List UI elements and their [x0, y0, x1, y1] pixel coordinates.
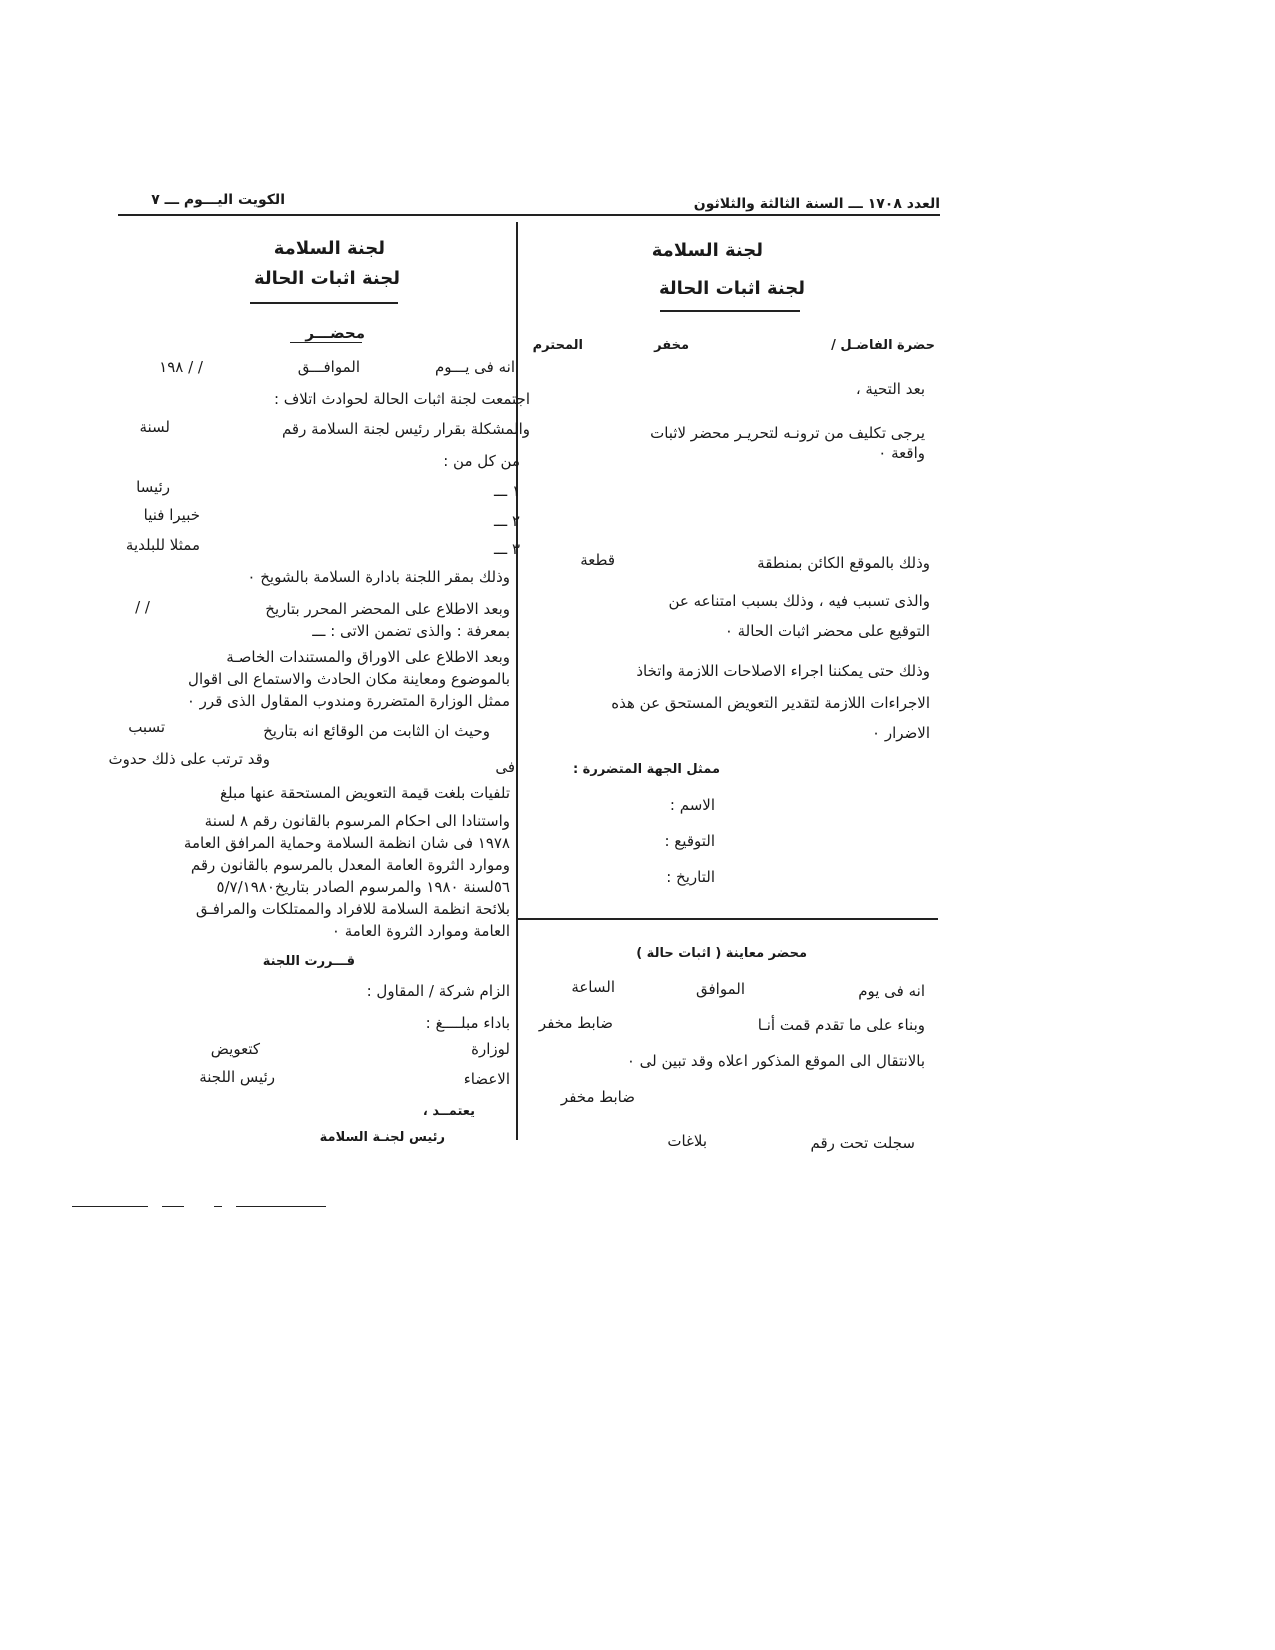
legal-basis-3: وموارد الثروة العامة المعدل بالمرسوم بالقانون رقم [190, 856, 510, 874]
member-2-number: ٢ ـــ [493, 512, 520, 530]
date-field-label: التاريخ : [666, 868, 715, 886]
decision-obligate: الزام شركة / المقاول : [366, 982, 510, 1000]
location-line-2: والذى تسبب فيه ، وذلك بسبب امتناعه عن [668, 592, 930, 610]
location-line-1: وذلك بالموقع الكائن بمنطقة [757, 554, 930, 572]
approval-label: يعتمــد ، [422, 1104, 475, 1119]
minutes-line-convened: اجتمعت لجنة اثبات الحالة لحوادث اتلاف : [273, 390, 530, 408]
right-title-rule [660, 310, 800, 312]
minutes-underline [290, 342, 362, 343]
repair-line-1: وذلك حتى يمكننا اجراء الاصلاحات اللازمة واتخاذ [636, 662, 930, 680]
addressee-post: مخفر [654, 338, 689, 353]
signatory-chair: رئيس اللجنة [199, 1068, 275, 1086]
member-1-number: ١ ـــ [493, 482, 520, 500]
footer-rule-3 [214, 1206, 222, 1207]
minutes-line-formed: والمشكلة بقرار رئيس لجنة السلامة رقم [281, 420, 530, 438]
legal-basis-2: ١٩٧٨ فى شان انظمة السلامة وحماية المرافق العامة [183, 834, 510, 852]
right-title-committee: لجنة اثبات الحالة [659, 278, 805, 299]
greeting: بعد التحية ، [855, 380, 925, 398]
minutes-fact-resulted: وقد ترتب على ذلك حدوث [108, 750, 270, 768]
header-rule [118, 214, 940, 216]
minutes-para-2: بالموضوع ومعاينة مكان الحادث والاستماع الى اقوال [188, 670, 510, 688]
location-line-3: التوقيع على محضر اثبات الحالة ٠ [724, 622, 930, 640]
minutes-heading: محضـــر [305, 324, 365, 342]
right-title-safety: لجنة السلامة [651, 240, 763, 261]
legal-basis-6: العامة وموارد الثروة العامة ٠ [331, 922, 510, 940]
minutes-review-date: / / [135, 598, 150, 616]
minutes-venue: وذلك بمقر اللجنة بادارة السلامة بالشويخ ٠ [247, 568, 510, 586]
inspection-line-2: وبناء على ما تقدم قمت أنـا [757, 1016, 925, 1034]
addressee-honorific: المحترم [532, 338, 583, 353]
minutes-line-members: من كل من : [443, 452, 520, 470]
member-3-number: ٣ ـــ [493, 540, 520, 558]
minutes-fact-date: وحيث ان الثابت من الوقائع انه بتاريخ [263, 722, 490, 740]
minutes-review-by: بمعرفة : والذى تضمن الاتى : ـــ [312, 622, 510, 640]
minutes-fact-in: فى [495, 758, 515, 776]
legal-basis-5: بلائحة انظمة السلامة للافراد والممتلكات والمرافـق [195, 900, 510, 918]
column-divider [516, 222, 518, 1140]
repair-line-2: الاجراءات اللازمة لتقدير التعويض المستحق عن هذه [611, 694, 930, 712]
page-label: الكويت اليـــوم ـــ ٧ [151, 192, 285, 208]
minutes-review-report: وبعد الاطلاع على المحضر المحرر بتاريخ [265, 600, 510, 618]
request-line-2: واقعة ٠ [878, 444, 925, 462]
minutes-line-date: / / ١٩٨ [159, 358, 203, 376]
decision-ministry: لوزارة [471, 1040, 510, 1058]
request-line-1: يرجى تكليف من ترونـه لتحريـر محضر لاثبات [650, 424, 925, 442]
section-divider [518, 918, 938, 920]
addressee-label: حضرة الفاضـل / [831, 338, 935, 353]
minutes-para-1: وبعد الاطلاع على الاوراق والمستندات الخاصـة [226, 648, 510, 666]
repair-line-3: الاضرار ٠ [872, 724, 930, 742]
minutes-para-3: ممثل الوزارة المتضررة ومندوب المقاول الذى قرر ٠ [186, 692, 510, 710]
signatory-members: الاعضاء [463, 1070, 510, 1088]
member-2-role: خبيرا فنيا [143, 506, 200, 524]
affected-party-rep: ممثل الجهة المتضررة : [572, 762, 720, 777]
legal-basis-4: ٥٦لسنة ١٩٨٠ والمرسوم الصادر بتاريخ٥/٧/١٩٨٠ [216, 878, 510, 896]
left-title-rule [250, 302, 398, 304]
inspection-report-title: محضر معاينة ( اثبات حالة ) [636, 946, 807, 961]
inspection-day: انه فى يوم [858, 982, 925, 1000]
minutes-fact-caused: تسبب [128, 718, 165, 736]
minutes-line-year: لسنة [139, 418, 170, 436]
left-title-committee: لجنة اثبات الحالة [254, 268, 400, 289]
police-officer: ضابط مخفر [560, 1088, 635, 1106]
member-3-role: ممثلا للبلدية [125, 536, 200, 554]
registration-number: سجلت تحت رقم [810, 1134, 915, 1152]
location-plot: قطعة [580, 551, 615, 569]
inspection-line-3: بالانتقال الى الموقع المذكور اعلاه وقد تبين لى ٠ [626, 1052, 925, 1070]
safety-committee-chair: رئيس لجنـة السلامة [319, 1130, 445, 1145]
registration-reports: بلاغات [667, 1132, 707, 1150]
signature-field-label: التوقيع : [664, 832, 715, 850]
inspection-corresponding: الموافق [695, 980, 745, 998]
inspection-officer-post: ضابط مخفر [538, 1014, 613, 1032]
left-title-safety: لجنة السلامة [273, 238, 385, 259]
name-field-label: الاسم : [669, 796, 715, 814]
decision-compensation: كتعويض [210, 1040, 260, 1058]
inspection-hour: الساعة [571, 978, 615, 996]
committee-decided: قـــررت اللجنة [262, 954, 355, 969]
footer-rule-4 [236, 1206, 326, 1207]
member-1-role: رئيسا [136, 478, 170, 496]
footer-rule-2 [162, 1206, 184, 1207]
minutes-line-day: انه فى يـــوم [435, 358, 515, 376]
minutes-damages: تلفيات بلغت قيمة التعويض المستحقة عنها مبلغ [220, 784, 510, 802]
decision-pay: باداء مبلــــغ : [425, 1014, 510, 1032]
issue-number: العدد ١٧٠٨ ـــ السنة الثالثة والثلاثون [693, 196, 940, 212]
footer-rule-1 [72, 1206, 148, 1207]
legal-basis-1: واستنادا الى احكام المرسوم بالقانون رقم ٨ لسنة [204, 812, 510, 830]
minutes-line-corresponding: الموافـــق [297, 358, 360, 376]
